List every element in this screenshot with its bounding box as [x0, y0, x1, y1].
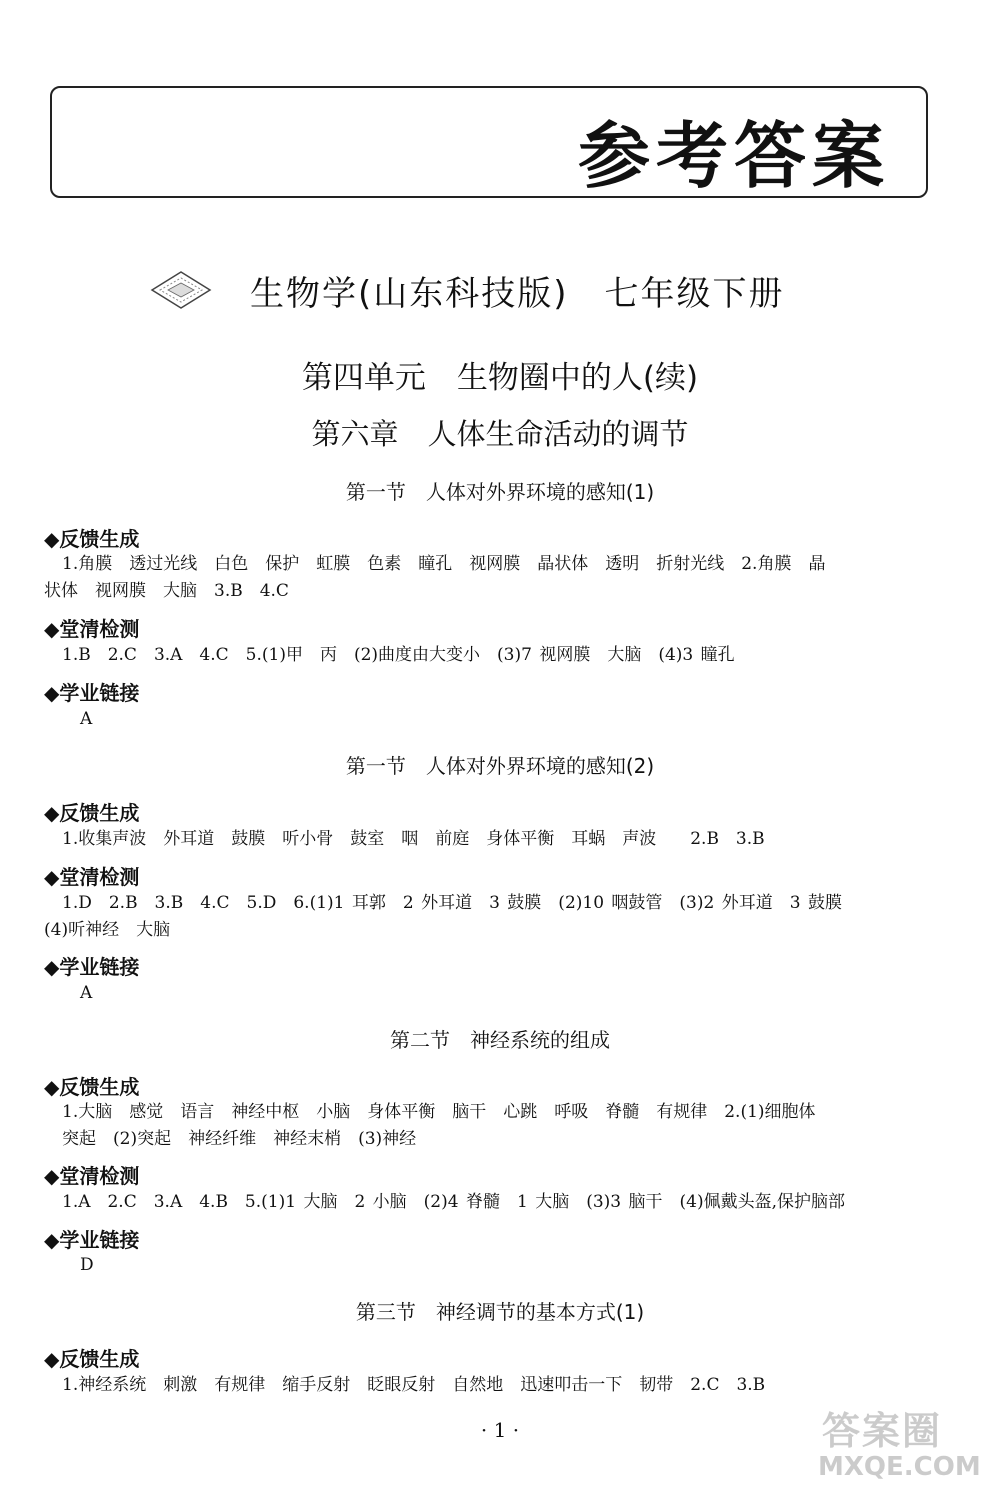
answer-line: A — [80, 709, 93, 729]
watermark-url: MXQE.COM — [818, 1452, 981, 1482]
answer-banner — [50, 86, 928, 198]
answer-line: D — [80, 1255, 94, 1275]
link-heading: ◆学业链接 — [44, 1228, 140, 1252]
answer-line: 1.神经系统 刺激 有规律 缩手反射 眨眼反射 自然地 迅速叩击一下 韧带 2.C 3.B — [62, 1375, 766, 1395]
banner-title: 参考答案 — [577, 114, 890, 198]
answer-line: 突起 (2)突起 神经纤维 神经末梢 (3)神经 — [62, 1129, 417, 1149]
feedback-heading: ◆反馈生成 — [44, 527, 140, 551]
answer-line: 1.B 2.C 3.A 4.C 5.(1)甲 丙 (2)曲度由大变小 (3)7 视网膜 大脑 (4)3 瞳孔 — [62, 645, 735, 665]
chapter-title: 第六章 人体生命活动的调节 — [311, 417, 689, 451]
section-title: 第一节 人体对外界环境的感知(2) — [345, 754, 655, 778]
check-heading: ◆堂清检测 — [44, 617, 140, 641]
answer-line: 1.A 2.C 3.A 4.B 5.(1)1 大脑 2 小脑 (2)4 脊髓 1 大脑 (3)3 脑干 (4)佩戴头盔,保护脑部 — [62, 1192, 845, 1212]
link-heading: ◆学业链接 — [44, 681, 140, 705]
section-title: 第三节 神经调节的基本方式(1) — [355, 1300, 645, 1324]
section-title: 第一节 人体对外界环境的感知(1) — [345, 480, 655, 504]
link-heading: ◆学业链接 — [44, 955, 140, 979]
feedback-heading: ◆反馈生成 — [44, 1075, 140, 1099]
feedback-heading: ◆反馈生成 — [44, 801, 140, 825]
book-title: 生物学(山东科技版) 七年级下册 — [250, 274, 785, 314]
answer-line: 1.收集声波 外耳道 鼓膜 听小骨 鼓室 咽 前庭 身体平衡 耳蜗 声波 2.B 3.B — [62, 829, 765, 849]
answer-line: 1.D 2.B 3.B 4.C 5.D 6.(1)1 耳郭 2 外耳道 3 鼓膜 (2)10 咽鼓管 (3)2 外耳道 3 鼓膜 — [62, 893, 842, 913]
check-heading: ◆堂清检测 — [44, 865, 140, 889]
answer-line: A — [80, 983, 93, 1003]
watermark-logo: 答案圈 — [822, 1409, 943, 1453]
diamond-ornament-icon — [148, 268, 214, 312]
answer-line: (4)听神经 大脑 — [44, 920, 171, 940]
feedback-heading: ◆反馈生成 — [44, 1347, 140, 1371]
answer-line: 状体 视网膜 大脑 3.B 4.C — [44, 581, 289, 601]
unit-title: 第四单元 生物圈中的人(续) — [301, 360, 699, 396]
check-heading: ◆堂清检测 — [44, 1164, 140, 1188]
section-title: 第二节 神经系统的组成 — [390, 1028, 610, 1052]
page-number: · 1 · — [480, 1418, 520, 1442]
answer-line: 1.角膜 透过光线 白色 保护 虹膜 色素 瞳孔 视网膜 晶状体 透明 折射光线 2.角膜 晶 — [62, 554, 826, 574]
answer-line: 1.大脑 感觉 语言 神经中枢 小脑 身体平衡 脑干 心跳 呼吸 脊髓 有规律 2.(1)细胞体 — [62, 1102, 816, 1122]
